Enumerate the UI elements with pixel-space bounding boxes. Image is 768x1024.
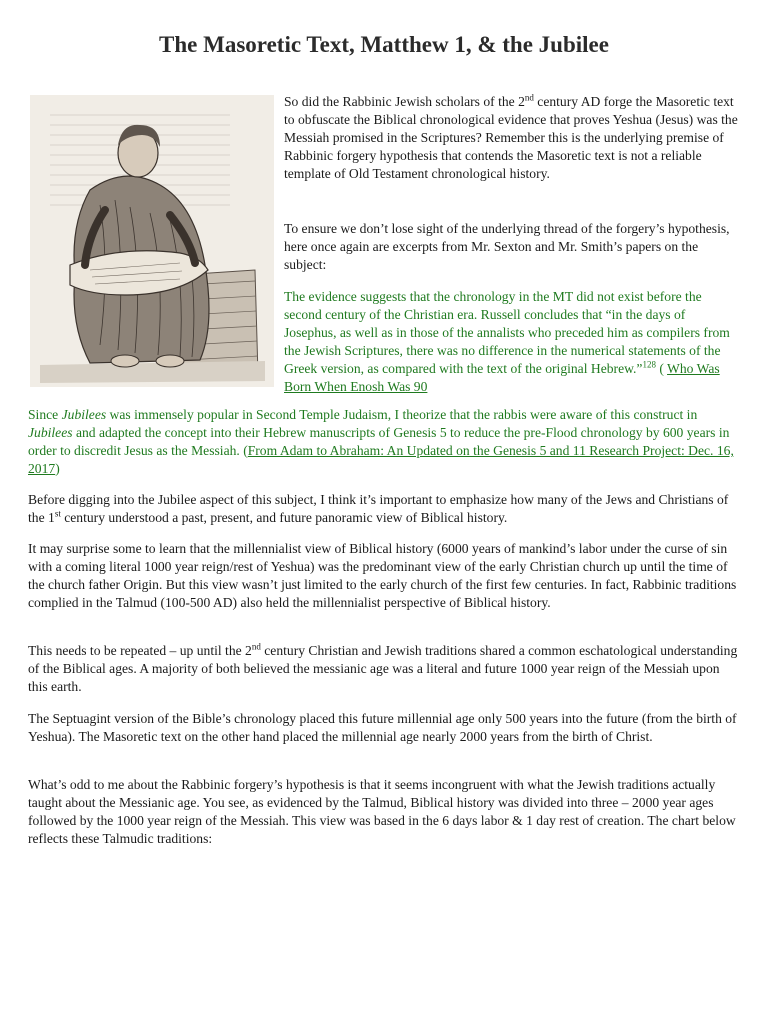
quote-smith-text-b: was immensely popular in Second Temple Judaism, I theorize that the rabbis were aware of this construct in [106, 407, 698, 422]
link-who-was-born-when-enosh-was-90[interactable]: Who Was Born When Enosh Was 90 [284, 361, 720, 394]
p5-text-a: This needs to be repeated – up until the 2 [28, 643, 252, 658]
quote-smith [28, 406, 740, 478]
quote-smith-text-a: Since [28, 407, 62, 422]
seated-prophet-engraving [30, 95, 274, 387]
link-from-adam-to-abraham[interactable]: From Adam to Abraham: An Updated on the Genesis 5 and 11 Research Project: Dec. 16, 2017 [28, 443, 734, 476]
p3-superscript: st [54, 508, 61, 519]
paragraph-repeated-point [28, 642, 740, 696]
p1-text-b: century AD forge the Masoretic text to obfuscate the Biblical chronological evidence that proves Yeshua (Jesus) was the Messiah promised in the Scriptures? Remember this is the underlying premise of Rabbinic forgery hypothesis that contends the Masoretic text is not a reliable template of Old Testament chronological history. [284, 94, 738, 181]
quote-sexton-paren: ( [655, 361, 668, 376]
jubilees-emphasis-1: Jubilees [61, 407, 107, 422]
page-title: The Masoretic Text, Matthew 1, & the Jubilee [159, 32, 609, 57]
quote-sexton-text: The evidence suggests that the chronology in the MT did not exist before the second century of the Christian era. Russell concludes that “in the days of Josephus, as well as in those of the annalists who preceded him as compilers from the Jewish Scriptures, there was no difference in the numerical statements of the Greek version, as compared with the text of the original Hebrew.” [284, 289, 730, 376]
p3-text-a: Before digging into the Jubilee aspect of this subject, I think it’s important to emphasize how many of the Jews and Christians of the 1 [28, 492, 729, 525]
paragraph-millennialist-view: It may surprise some to learn that the millennialist view of Biblical history (6000 years of mankind’s labor under the curse of sin with a coming literal 1000 year reign/rest of Yeshua) was the predominant view of the early Christian church up until the time of the church father Origin. But this view wasn’t just limited to the early church of the first few centuries. In fact, Rabbinic traditions complied in the Talmud (100-500 AD) also held the millennialist perspective of Biblical history. [28, 541, 737, 610]
paragraph-talmud-ages: What’s odd to me about the Rabbinic forgery’s hypothesis is that it seems incongruent with what the Jewish traditions actually taught about the Messianic age. You see, as evidenced by the Talmud, Biblical history was divided into three – 2000 year ages followed by the 1000 year reign of the Messiah. This view was based in the 6 days labor & 1 day rest of creation. The chart below reflects these Talmudic traditions: [28, 777, 736, 846]
engraving-illustration [30, 95, 274, 387]
paragraph-septuagint: The Septuagint version of the Bible’s chronology placed this future millennial age only 500 years into the future (from the birth of Yeshua). The Masoretic text on the other hand placed the millennial age nearly 2000 years from the birth of Christ. [28, 711, 737, 744]
p1-text-a: So did the Rabbinic Jewish scholars of the 2 [284, 94, 525, 109]
paragraph-forgery-question [284, 93, 740, 183]
jubilees-emphasis-2: Jubilees [28, 425, 73, 440]
quote-smith-text-c: and adapted the concept into their Hebrew manuscripts of Genesis 5 to reduce the pre-Flood chronology by 600 years in order to discredit Jesus as the Messiah. ( [28, 425, 730, 458]
footnote-128: 128 [642, 359, 656, 370]
p3-text-b: century understood a past, present, and future panoramic view of Biblical history. [60, 510, 508, 525]
paragraph-excerpts-intro: To ensure we don’t lose sight of the underlying thread of the forgery’s hypothesis, here once again are excerpts from Mr. Sexton and Mr. Smith’s papers on the subject: [284, 221, 730, 272]
quote-sexton [284, 288, 740, 396]
p1-superscript: nd [524, 92, 534, 103]
paragraph-jubilee-intro [28, 491, 740, 527]
p5-superscript: nd [251, 641, 261, 652]
quote-smith-close: ) [55, 461, 60, 476]
p5-text-b: century Christian and Jewish traditions shared a common eschatological understanding of the Biblical ages. A majority of both believed the messianic age was a literal and future 1000 year reign of the Messiah upon this earth. [28, 643, 738, 694]
